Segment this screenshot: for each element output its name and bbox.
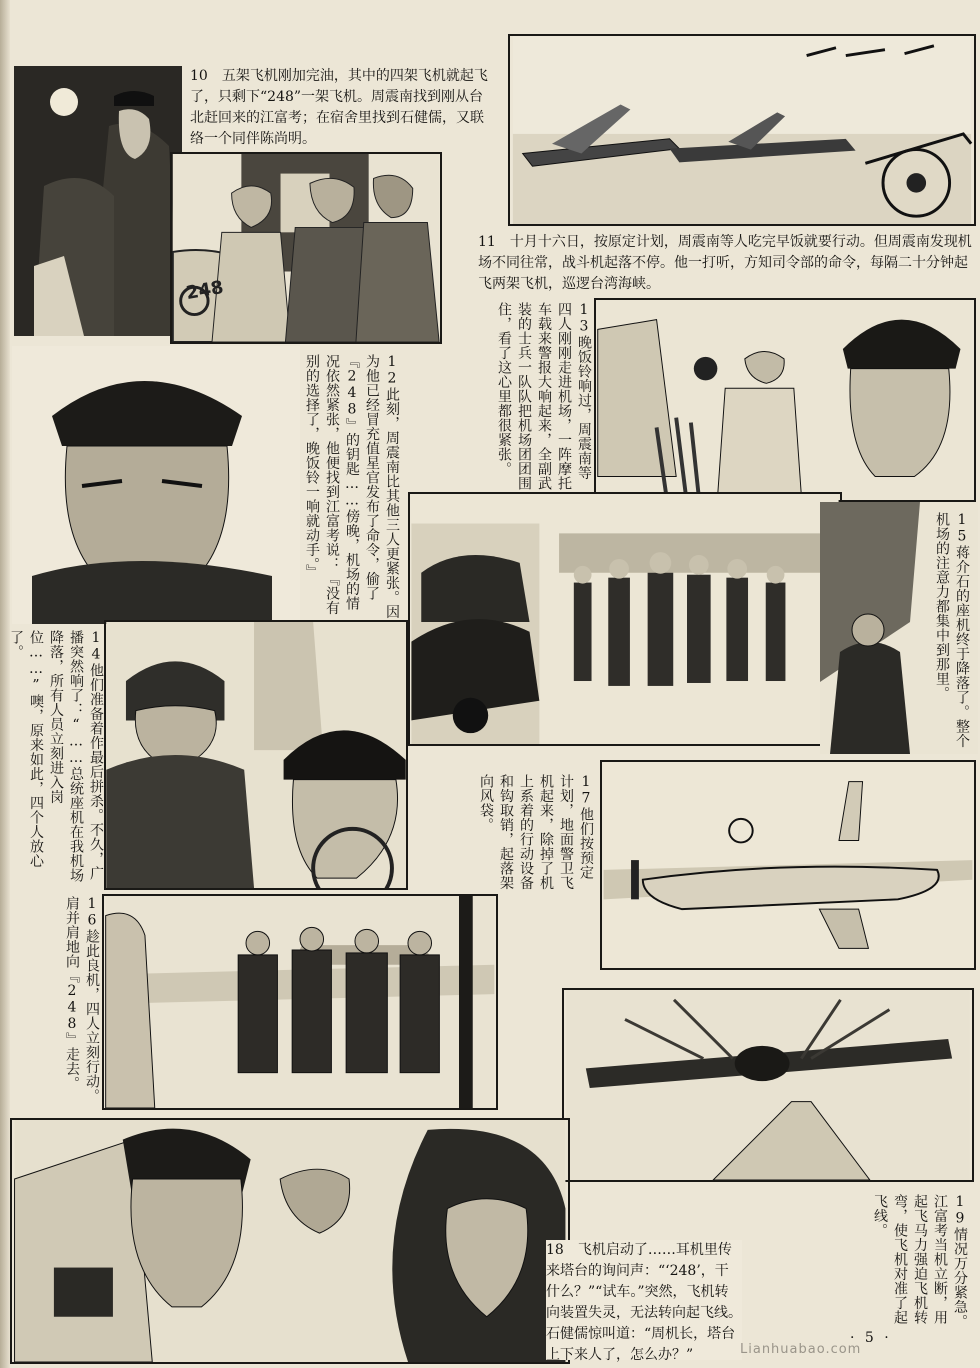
plane-ground-art [602, 762, 974, 968]
plane-tail-number: 248 [184, 276, 226, 305]
officers-night-art [14, 66, 182, 336]
panel-cockpit [10, 1118, 570, 1364]
caption-14: 14他们准备着作最后拼杀。不久，广播突然响了：“……总统座机在我机场降落，所有人员立刻进入岗位……”噢，原来如此，四个人放心了。 [8, 630, 104, 883]
watermark: Lianhuabao.com [740, 1342, 862, 1357]
panel-airfield-jets [508, 34, 976, 226]
panel-motorcade [408, 492, 842, 746]
panel-takeoff-runway [562, 988, 974, 1182]
caption-12: 12此刻，周震南比其他三人更紧张。因为他已经冒充值星官发布了命令，偷了『248』的钥匙……傍晚，机场的情况依然紧张，他便找到江富考说：『没有别的选择了，晚饭铃一响就动手。』 [304, 354, 400, 619]
four-men-art [104, 896, 496, 1108]
caption-15: 15蒋介石的座机终于降落了。整个机场的注意力都集中到那里。 [934, 512, 970, 748]
caption-18: 18 飞机启动了……耳机里传来塔台的询问声：“‘248’，干什么？”“试车。”突然，飞机转向装置失灵，无法转向起飞线。石健儒惊叫道：“周机长，塔台上下来人了，怎么办？” [546, 1242, 742, 1363]
pilots-helmets-art [106, 622, 406, 888]
page-number: · 5 · [850, 1330, 892, 1346]
caption-10: 10 五架飞机刚加完油，其中的四架飞机就起飞了，只剩下“248”一架飞机。周震南找到刚从台北赶回来的江富考；在宿舍里找到石健儒，又联络一个同伴陈尚明。 [190, 68, 488, 147]
panel-four-men-walking [102, 894, 498, 1110]
soldiers-surround-art [596, 300, 974, 500]
caption-11: 11 十月十六日，按原定计划，周震南等人吃完早饭就要行动。但周震南发现机场不同往常，战斗机起落不停。他一打听，方知司令部的命令，每隔二十分钟起飞两架飞机，巡逻台湾海峡。 [478, 234, 972, 292]
motorcade-art [410, 494, 840, 744]
caption-13: 13晚饭铃响过，周震南等四人刚刚走进机场，一阵摩托车载来警报大响起来，全副武装的士兵一队队把机场团团围住，看了这心里都很紧张。 [496, 302, 592, 491]
panel-officers-night [14, 66, 182, 336]
panel-officer-closeup [12, 346, 300, 624]
panel-soldiers-surround [594, 298, 976, 502]
cockpit-art [12, 1120, 568, 1362]
panel-plane-ground [600, 760, 976, 970]
officer-closeup-art [12, 346, 300, 624]
takeoff-runway-art [564, 990, 972, 1180]
three-men-art [172, 154, 440, 342]
caption-19: 19情况万分紧急。江富考当机立断，用起飞马力强迫飞机转弯，使飞机对准了起飞线。 [872, 1194, 968, 1329]
panel-pilots-helmets [104, 620, 408, 890]
panel-three-men-plane [170, 152, 442, 344]
caption-16: 16趁此良机，四人立刻行动。肩并肩地向『248』走去。 [64, 896, 100, 1103]
caption-17: 17他们按预定计划，地面警卫飞机起来，除掉了机上系着的行动设备和钩取销，起落架向风袋。 [478, 774, 594, 890]
airfield-jets-art [510, 36, 974, 224]
